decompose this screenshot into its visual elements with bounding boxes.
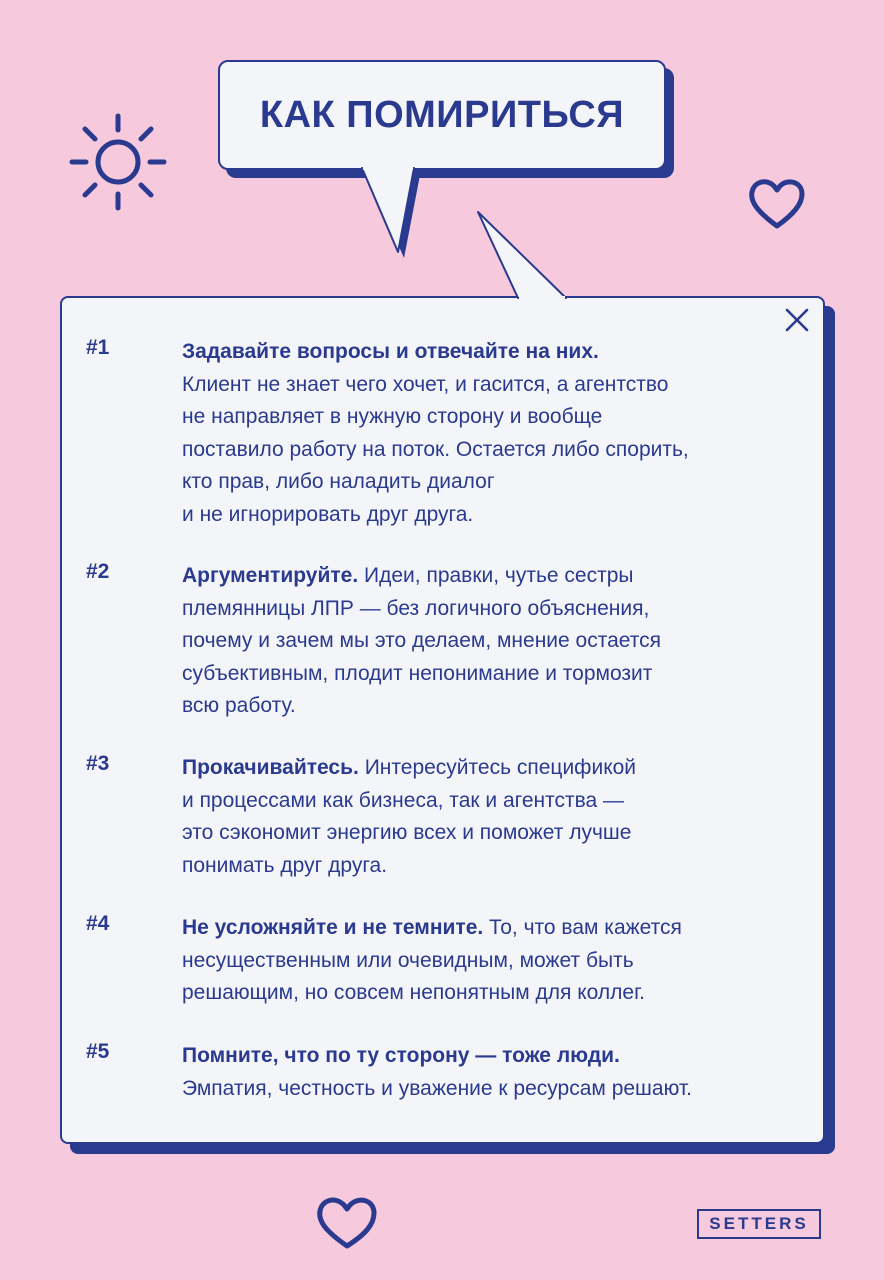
tip-number: #2 (86, 560, 110, 583)
brand-logo: SETTERS (697, 1209, 821, 1239)
tip-line: почему и зачем мы это делаем, мнение остается (182, 629, 662, 652)
close-icon[interactable] (783, 306, 811, 334)
tip-heading: Задавайте вопросы и отвечайте на них. (182, 340, 599, 363)
tip-line: всю работу. (182, 694, 296, 717)
tip-heading: Помните, что по ту сторону — тоже люди. (182, 1044, 620, 1067)
tip-number: #3 (86, 752, 110, 775)
tip-line: племянницы ЛПР — без логичного объяснения, (182, 596, 650, 620)
tip-line: Эмпатия, честность и уважение к ресурсам решают. (182, 1076, 692, 1100)
tip-line: не направляет в нужную сторону и вообще (182, 405, 603, 428)
tip-text (182, 752, 803, 882)
tip-line: субъективным, плодит непонимание и тормозит (182, 661, 653, 685)
tip-text (182, 912, 803, 1010)
tip-line: То, что вам кажется (483, 916, 682, 939)
sun-icon (66, 110, 170, 214)
tip-line: Клиент не знает чего хочет, и гасится, а агентство (182, 372, 669, 396)
page-title: КАК ПОМИРИТЬСЯ (259, 93, 625, 136)
tip-line: Интересуйтесь спецификой (358, 756, 637, 779)
heart-icon (744, 172, 810, 232)
tip-line: Идеи, правки, чутье сестры (358, 564, 634, 587)
tip-line: несущественным или очевидным, может быть (182, 948, 634, 972)
tip-number: #1 (86, 336, 110, 359)
tip-line: это сэкономит энергию всех и поможет лучше (182, 821, 632, 844)
tip-number: #4 (86, 912, 110, 935)
tip-line: и не игнорировать друг друга. (182, 502, 474, 526)
tip-heading: Не усложняйте и не темните. (182, 916, 484, 939)
tip-line: и процессами как бизнеса, так и агентства — (182, 788, 625, 812)
tips-card (60, 296, 825, 1144)
tip-text (182, 1040, 803, 1105)
tip-number: #5 (86, 1040, 110, 1063)
tip-heading: Аргументируйте. (182, 564, 359, 587)
heart-icon (312, 1190, 382, 1252)
title-bubble (218, 60, 666, 170)
tip-text (182, 336, 803, 531)
tip-line: решающим, но совсем непонятным для коллег. (182, 981, 645, 1004)
tip-line: поставило работу на поток. Остается либо спорить, (182, 437, 689, 461)
tip-line: кто прав, либо наладить диалог (182, 470, 495, 493)
tip-line: понимать друг друга. (182, 853, 388, 877)
tip-text (182, 560, 803, 723)
tip-heading: Прокачивайтесь. (182, 756, 359, 779)
